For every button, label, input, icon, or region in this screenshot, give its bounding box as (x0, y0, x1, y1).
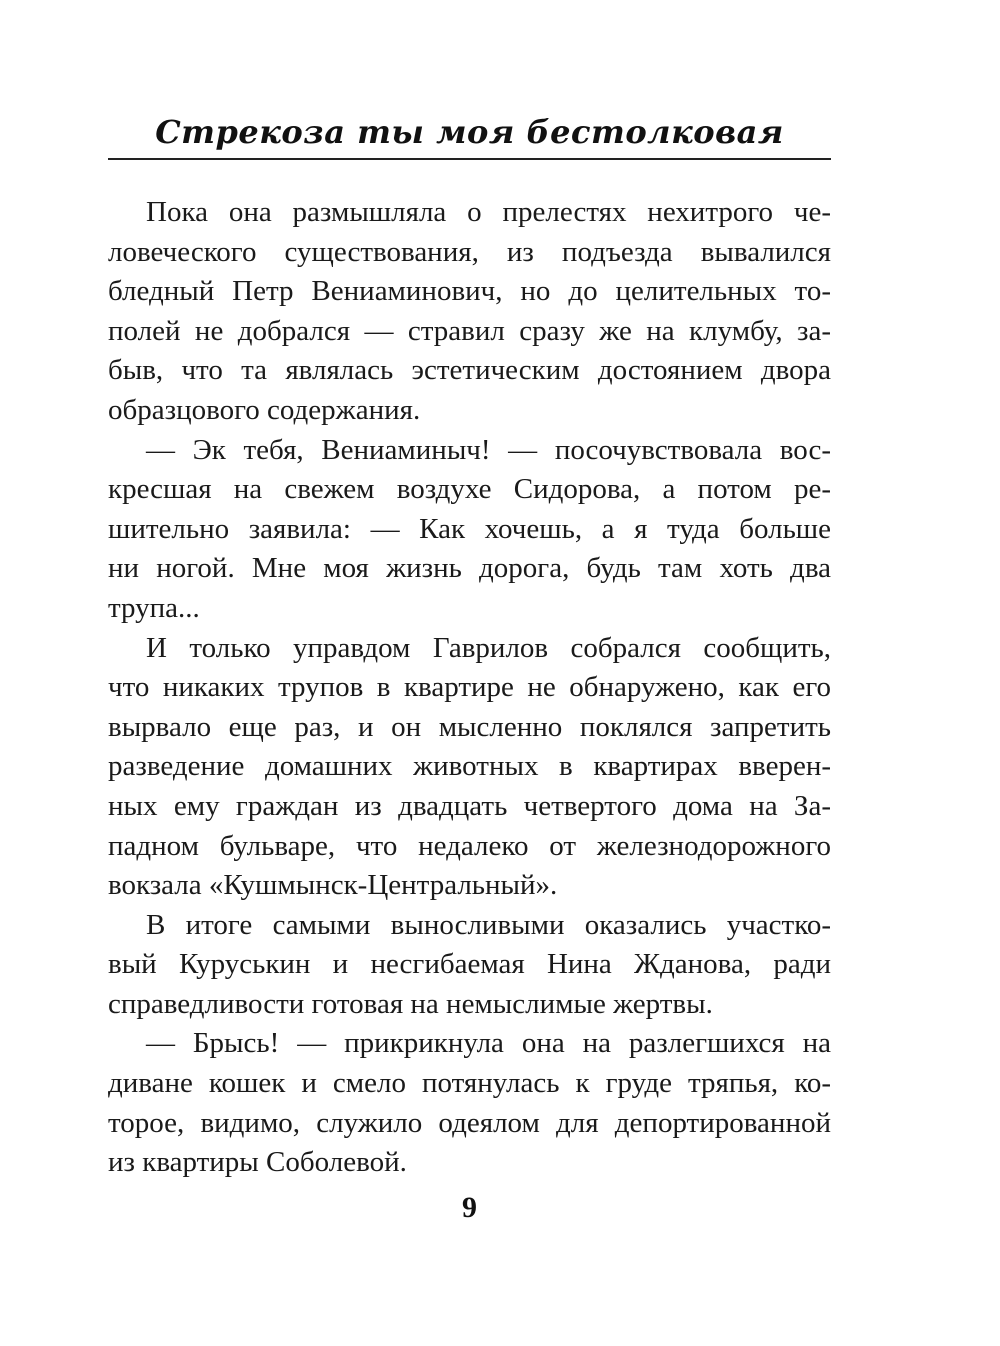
text-line: быв, что та являлась эстетическим достоянием двора (108, 354, 831, 387)
text-line: Пока она размышляла о прелестях нехитрого че- (146, 196, 831, 228)
text-line: бледный Петр Вениаминович, но до целительных то- (108, 275, 831, 308)
text-line: трупа... (108, 591, 200, 624)
text-line: кресшая на свежем воздухе Сидорова, а потом ре- (108, 473, 831, 506)
running-header-title: Стрекоза ты моя бестолковая (155, 113, 784, 151)
body-text (108, 193, 831, 1183)
text-line: торое, видимо, служило одеялом для депортированной (108, 1106, 831, 1139)
text-line: вый Куруськин и несгибаемая Нина Жданова, ради (108, 948, 831, 981)
text-line: вокзала «Кушмынск-Центральный». (108, 869, 558, 902)
text-line: полей не добрался — стравил сразу же на клумбу, за- (108, 314, 831, 347)
text-line: что никаких трупов в квартире не обнаружено, как его (108, 671, 831, 704)
page-number: 9 (462, 1191, 477, 1224)
text-line: — Брысь! — прикрикнула она на разлегшихся на (146, 1027, 831, 1060)
text-line: В итоге самыми выносливыми оказались участко- (146, 908, 831, 941)
header-divider (108, 158, 831, 160)
text-line: шительно заявила: — Как хочешь, а я туда больше (108, 512, 831, 545)
text-line: диване кошек и смело потянулась к груде тряпья, ко- (108, 1067, 831, 1100)
text-line: вырвало еще раз, и он мысленно поклялся запретить (108, 710, 831, 743)
text-line: — Эк тебя, Вениаминыч! — посочувствовала вос- (146, 433, 831, 466)
text-line: падном бульваре, что недалеко от железнодорожного (108, 829, 831, 862)
text-line: разведение домашних животных в квартирах вверен- (108, 750, 831, 783)
text-line: ных ему граждан из двадцать четвертого дома на За- (108, 789, 831, 822)
text-line: ловеческого существования, из подъезда вывалился (108, 235, 831, 268)
text-line: ни ногой. Мне моя жизнь дорога, будь там хоть два (108, 552, 831, 585)
text-line: И только управдом Гаврилов собрался сообщить, (146, 631, 831, 664)
text-line: образцового содержания. (108, 393, 421, 426)
text-line: из квартиры Соболевой. (108, 1146, 407, 1179)
text-line: справедливости готовая на немыслимые жертвы. (108, 987, 713, 1020)
